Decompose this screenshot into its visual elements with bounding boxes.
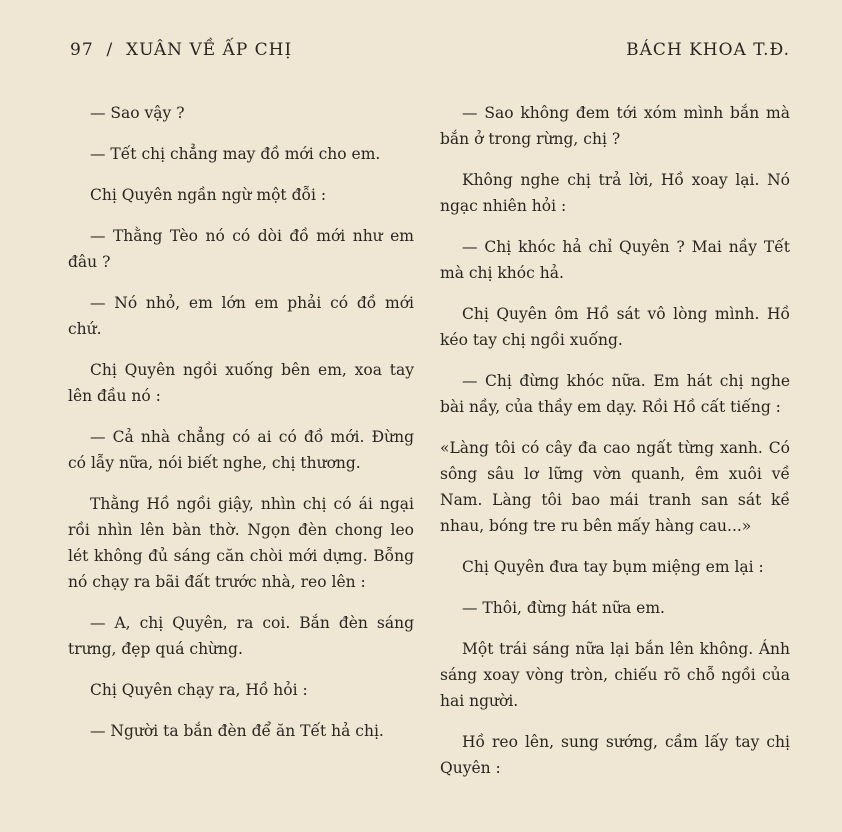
paragraph: Chị Quyên ôm Hồ sát vô lòng mình. Hồ kéo tay chị ngồi xuống. [440,305,790,349]
paragraph: — Thôi, đừng hát nữa em. [462,599,665,617]
paragraph: — A, chị Quyên, ra coi. Bắn đèn sáng trưng, đẹp quá chừng. [68,614,414,658]
paragraph: Chị Quyên ngồi xuống bên em, xoa tay lên đầu nó : [68,361,414,405]
paragraph: Hồ reo lên, sung sướng, cầm lấy tay chị Quyên : [440,733,790,777]
paragraph: — Cả nhà chẳng có ai có đồ mới. Đừng có lẫy nữa, nói biết nghe, chị thương. [68,428,414,472]
paragraph: — Chị khóc hả chỉ Quyên ? Mai nầy Tết mà chị khóc hả. [440,238,790,282]
paragraph: Chị Quyên chạy ra, Hồ hỏi : [90,681,308,699]
publication-name: BÁCH KHOA T.Đ. [626,40,790,60]
header-left [70,40,292,60]
paragraph: Không nghe chị trả lời, Hồ xoay lại. Nó ngạc nhiên hỏi : [440,171,790,215]
paragraph: — Người ta bắn đèn để ăn Tết hả chị. [90,722,384,740]
header-separator: / [106,40,114,60]
paragraph: Chị Quyên ngần ngừ một đỗi : [90,186,327,204]
song-lyrics: «Làng tôi có cây đa cao ngất từng xanh. Có sông sâu lơ lững vờn quanh, êm xuôi về Nam. Làng tôi bao mái tranh san sát kề nhau, bóng tre ru bên mấy hàng cau...» [440,439,790,535]
paragraph: — Nó nhỏ, em lớn em phải có đồ mới chứ. [68,294,414,338]
paragraph: Một trái sáng nữa lại bắn lên không. Ánh sáng xoay vòng tròn, chiếu rõ chỗ ngồi của hai người. [440,640,790,710]
paragraph: — Sao không đem tới xóm mình bắn mà bắn ở trong rừng, chị ? [440,104,790,148]
paragraph: Chị Quyên đưa tay bụm miệng em lại : [462,558,764,576]
left-column [68,100,414,759]
paragraph: Thằng Hồ ngồi giậy, nhìn chị có ái ngại rồi nhìn lên bàn thờ. Ngọn đèn chong leo lét không đủ sáng căn chòi mới dựng. Bỗng nó chạy ra bãi đất trước nhà, reo lên : [68,495,414,591]
right-column [440,100,790,796]
paragraph: — Tết chị chẳng may đồ mới cho em. [90,145,381,163]
page-number: 97 [70,40,94,60]
paragraph: — Sao vậy ? [90,104,185,122]
paragraph: — Thằng Tèo nó có dòi đồ mới như em đâu ? [68,227,414,271]
running-header [70,40,790,68]
chapter-title: XUÂN VỀ ẤP CHỊ [126,40,293,60]
paragraph: — Chị đừng khóc nữa. Em hát chị nghe bài nầy, của thầy em dạy. Rồi Hồ cất tiếng : [440,372,790,416]
